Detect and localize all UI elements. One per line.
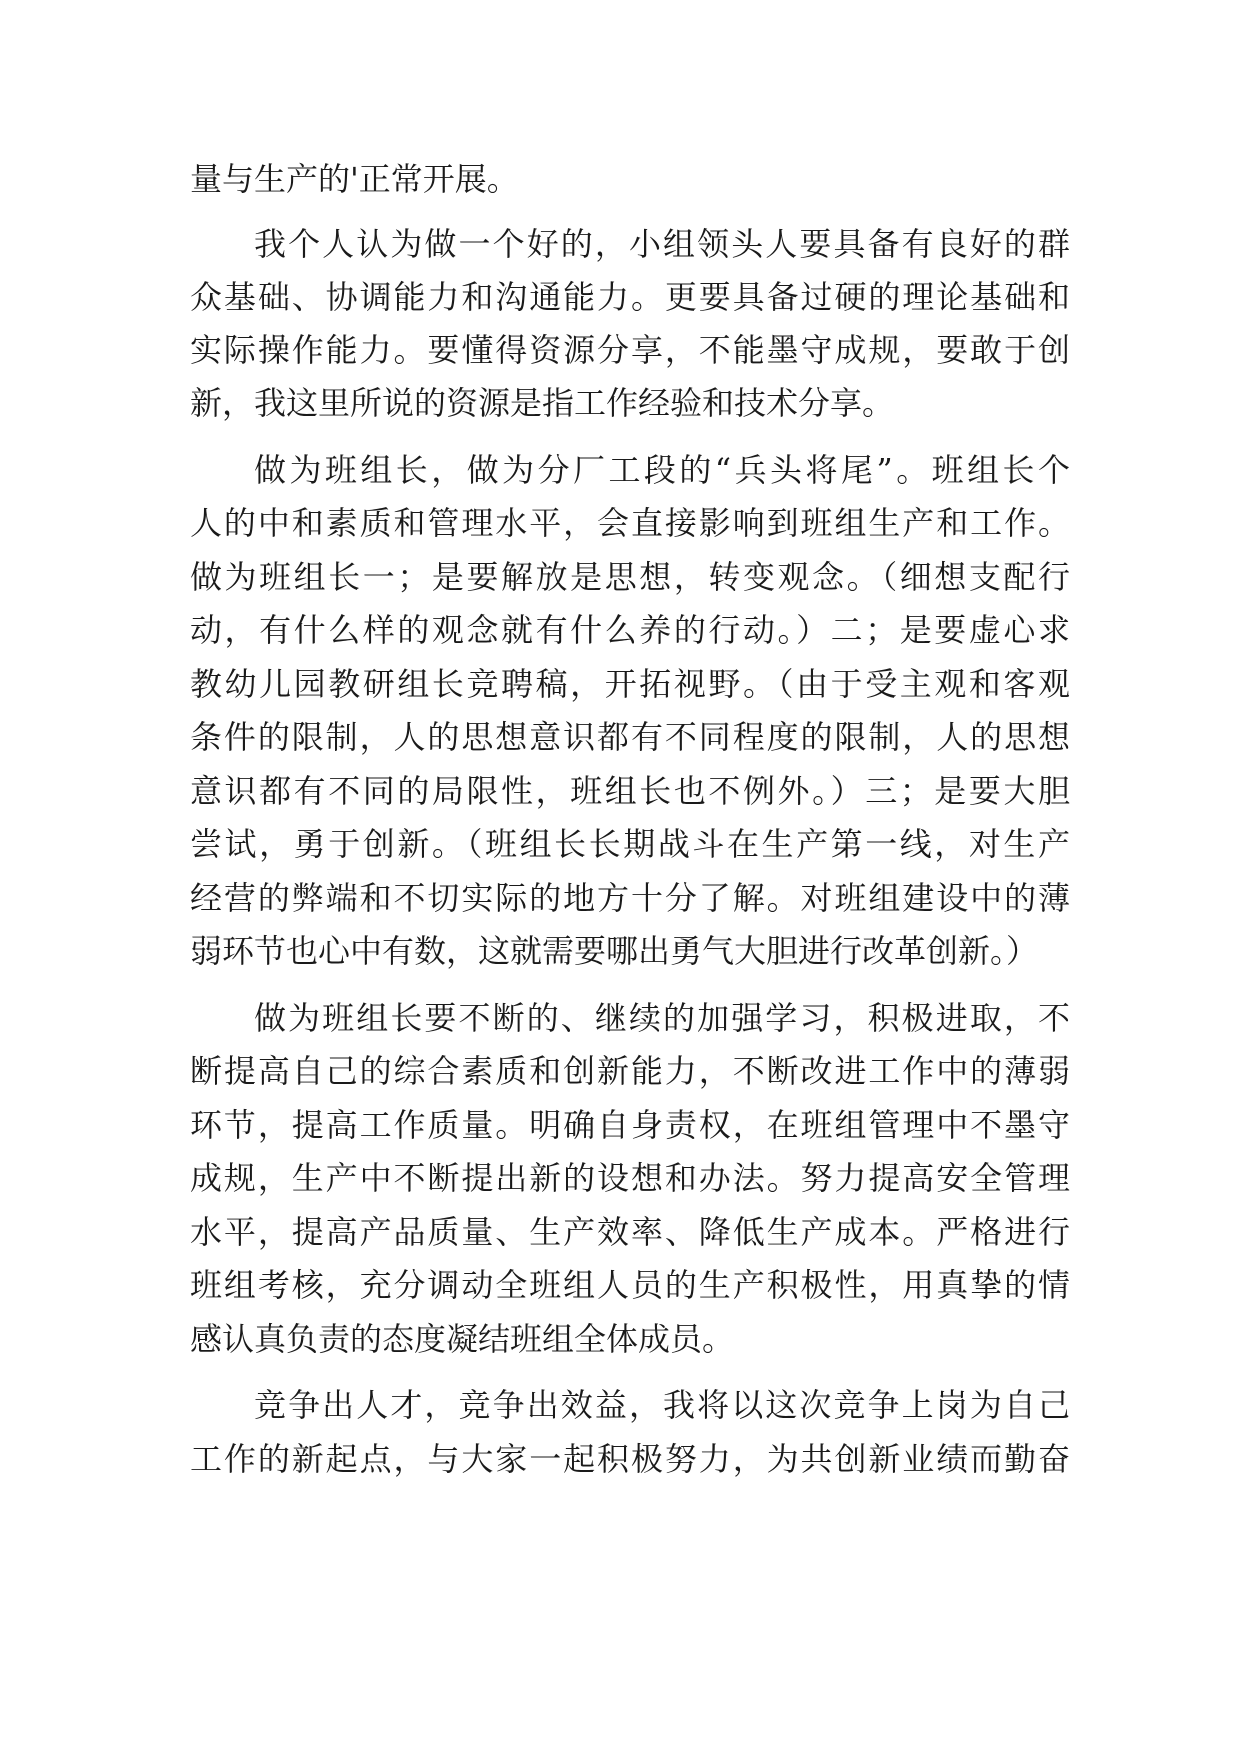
- text-line: 众基础、协调能力和沟通能力。更要具备过硬的理论基础和: [190, 278, 1070, 316]
- text-line: 经营的弊端和不切实际的地方十分了解。对班组建设中的薄: [190, 879, 1070, 917]
- text-line: 水平，提高产品质量、生产效率、降低生产成本。严格进行: [190, 1213, 1070, 1251]
- text-line: 意识都有不同的局限性，班组长也不例外。）三；是要大胆: [190, 772, 1070, 810]
- text-line: 尝试，勇于创新。（班组长长期战斗在生产第一线，对生产: [190, 825, 1070, 863]
- text-line: 环节，提高工作质量。明确自身责权，在班组管理中不墨守: [190, 1106, 1070, 1144]
- text-line: 量与生产的'正常开展。: [190, 160, 519, 198]
- text-line: 条件的限制，人的思想意识都有不同程度的限制，人的思想: [190, 718, 1070, 756]
- text-line: 竞争出人才，竞争出效益，我将以这次竞争上岗为自己: [254, 1386, 1070, 1424]
- text-line: 教幼儿园教研组长竞聘稿，开拓视野。（由于受主观和客观: [190, 665, 1070, 703]
- text-line: 弱环节也心中有数，这就需要哪出勇气大胆进行改革创新。）: [190, 932, 1039, 970]
- text-line: 做为班组长，做为分厂工段的“兵头将尾”。班组长个: [254, 451, 1070, 489]
- text-line: 班组考核，充分调动全班组人员的生产积极性，用真挚的情: [190, 1266, 1070, 1304]
- text-line: 做为班组长要不断的、继续的加强学习，积极进取，不: [254, 999, 1070, 1037]
- text-line: 工作的新起点，与大家一起积极努力，为共创新业绩而勤奋: [190, 1440, 1070, 1478]
- text-line: 新，我这里所说的资源是指工作经验和技术分享。: [190, 384, 895, 422]
- text-line: 人的中和素质和管理水平，会直接影响到班组生产和工作。: [190, 504, 1070, 542]
- text-line: 感认真负责的态度凝结班组全体成员。: [190, 1320, 735, 1358]
- text-line: 成规，生产中不断提出新的设想和办法。努力提高安全管理: [190, 1159, 1070, 1197]
- text-line: 实际操作能力。要懂得资源分享，不能墨守成规，要敢于创: [190, 331, 1070, 369]
- text-line: 我个人认为做一个好的，小组领头人要具备有良好的群: [254, 225, 1070, 263]
- text-line: 断提高自己的综合素质和创新能力，不断改进工作中的薄弱: [190, 1052, 1070, 1090]
- text-line: 动，有什么样的观念就有什么养的行动。）二；是要虚心求: [190, 611, 1070, 649]
- text-line: 做为班组长一；是要解放是思想，转变观念。（细想支配行: [190, 558, 1070, 596]
